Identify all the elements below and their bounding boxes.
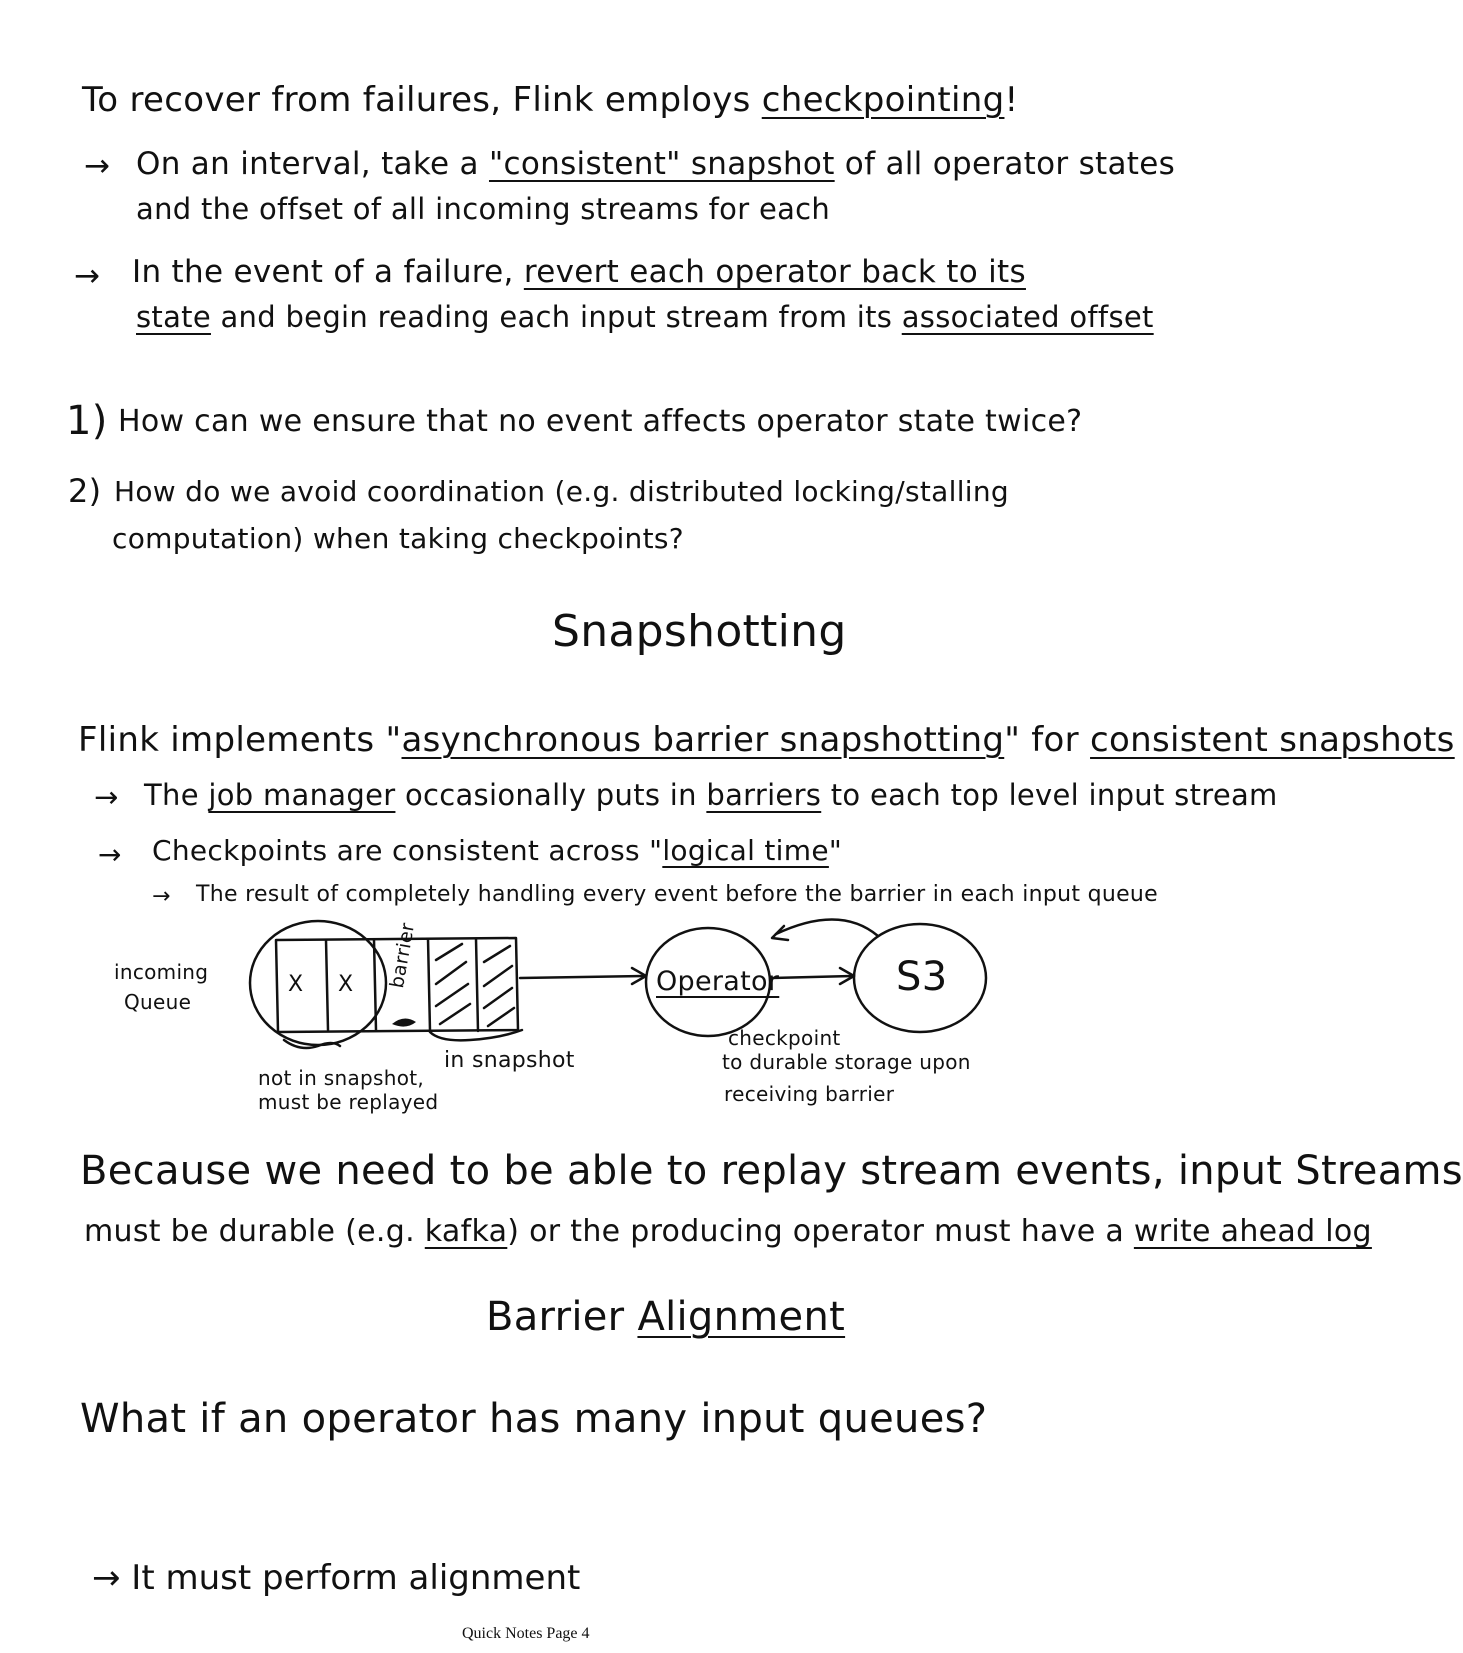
intro-text: To recover from failures, Flink employs xyxy=(82,80,762,120)
hatch-marks xyxy=(436,944,470,1024)
bullet-arrow: → xyxy=(94,780,119,814)
not-in-snapshot-label: must be replayed xyxy=(258,1090,439,1114)
bullet-interval-line2: and the offset of all incoming streams for each xyxy=(136,192,831,226)
bullet-logical-time: Checkpoints are consistent across "logical time" xyxy=(152,834,843,867)
bullet-job-manager: The job manager occasionally puts in barriers to each top level input stream xyxy=(144,778,1278,812)
checkpoint-label: receiving barrier xyxy=(724,1082,895,1106)
question-1: How can we ensure that no event affects operator state twice? xyxy=(118,404,1083,439)
checkpoint-label: to durable storage upon xyxy=(722,1050,971,1074)
section-title-barrier-alignment: Barrier Alignment xyxy=(486,1294,846,1340)
alignment-term: Alignment xyxy=(637,1294,846,1340)
snapshot-line: Flink implements "asynchronous barrier snapshotting" for consistent snapshots xyxy=(78,720,1455,760)
kafka-term: kafka xyxy=(424,1214,508,1249)
question-2-line2: computation) when taking checkpoints? xyxy=(112,522,684,555)
state-term: state xyxy=(136,300,211,334)
bullet-arrow: → xyxy=(74,258,101,294)
incoming-queue-label: Queue xyxy=(124,990,192,1014)
logical-time-term: logical time xyxy=(662,834,829,867)
barriers-term: barriers xyxy=(706,778,822,812)
bullet-result: The result of completely handling every event before the barrier in each input queue xyxy=(196,882,1159,907)
absnapshot-term: asynchronous barrier snapshotting xyxy=(401,720,1005,760)
queue-cell-divider xyxy=(326,940,328,1030)
write-ahead-log-term: write ahead log xyxy=(1133,1214,1372,1249)
section-title-snapshotting: Snapshotting xyxy=(552,606,847,657)
bullet-arrow: → xyxy=(98,838,122,871)
incoming-queue-label: incoming xyxy=(114,960,209,984)
intro-exclaim: ! xyxy=(1004,80,1019,120)
question-number: 1) xyxy=(66,398,108,444)
associated-offset-term: associated offset xyxy=(901,300,1154,334)
queue-cell-mark: X xyxy=(338,972,354,997)
alignment-question: What if an operator has many input queues? xyxy=(80,1396,988,1442)
bullet-failure-line1: In the event of a failure, revert each operator back to its xyxy=(132,254,1026,290)
in-snapshot-label: in snapshot xyxy=(444,1048,575,1073)
consistent-snapshots-term: consistent snapshots xyxy=(1090,720,1455,760)
bullet-failure-line2: state and begin reading each input stream from its associated offset xyxy=(136,300,1154,334)
consistent-snapshot-term: "consistent" snapshot xyxy=(488,146,835,182)
queue-to-operator-arrow xyxy=(520,976,644,978)
page-footer: Quick Notes Page 4 xyxy=(462,1625,590,1642)
question-number: 2) xyxy=(68,472,102,510)
checkpointing-term: checkpointing xyxy=(761,80,1005,120)
not-in-snapshot-label: not in snapshot, xyxy=(258,1066,425,1090)
cutoff-line: → It must perform alignment xyxy=(92,1558,581,1598)
checkpoint-label: checkpoint xyxy=(728,1026,841,1050)
s3-label: S3 xyxy=(896,954,948,1000)
queue-cell-mark: X xyxy=(288,972,304,997)
bullet-interval-line1: On an interval, take a "consistent" snapshot of all operator states xyxy=(136,146,1176,182)
question-2-line1: How do we avoid coordination (e.g. distributed locking/stalling xyxy=(114,475,1009,508)
queue-cell-divider xyxy=(476,939,478,1031)
operator-to-s3-arrow xyxy=(772,976,852,978)
job-manager-term: job manager xyxy=(208,778,396,812)
hatch-marks xyxy=(484,946,514,1026)
s3-to-operator-arrow xyxy=(776,919,878,936)
durability-line2: must be durable (e.g. kafka) or the producing operator must have a write ahead log xyxy=(84,1214,1372,1249)
revert-term: revert each operator back to its xyxy=(523,254,1026,290)
bullet-arrow: → xyxy=(152,884,171,909)
queue-cell-divider xyxy=(428,939,430,1031)
durability-line1: Because we need to be able to replay stream events, input Streams xyxy=(80,1148,1463,1194)
barrier-label: barrier xyxy=(386,921,420,990)
barrier-mark xyxy=(392,1018,416,1026)
operator-label: Operator xyxy=(656,966,780,997)
bullet-arrow: → xyxy=(84,148,111,184)
